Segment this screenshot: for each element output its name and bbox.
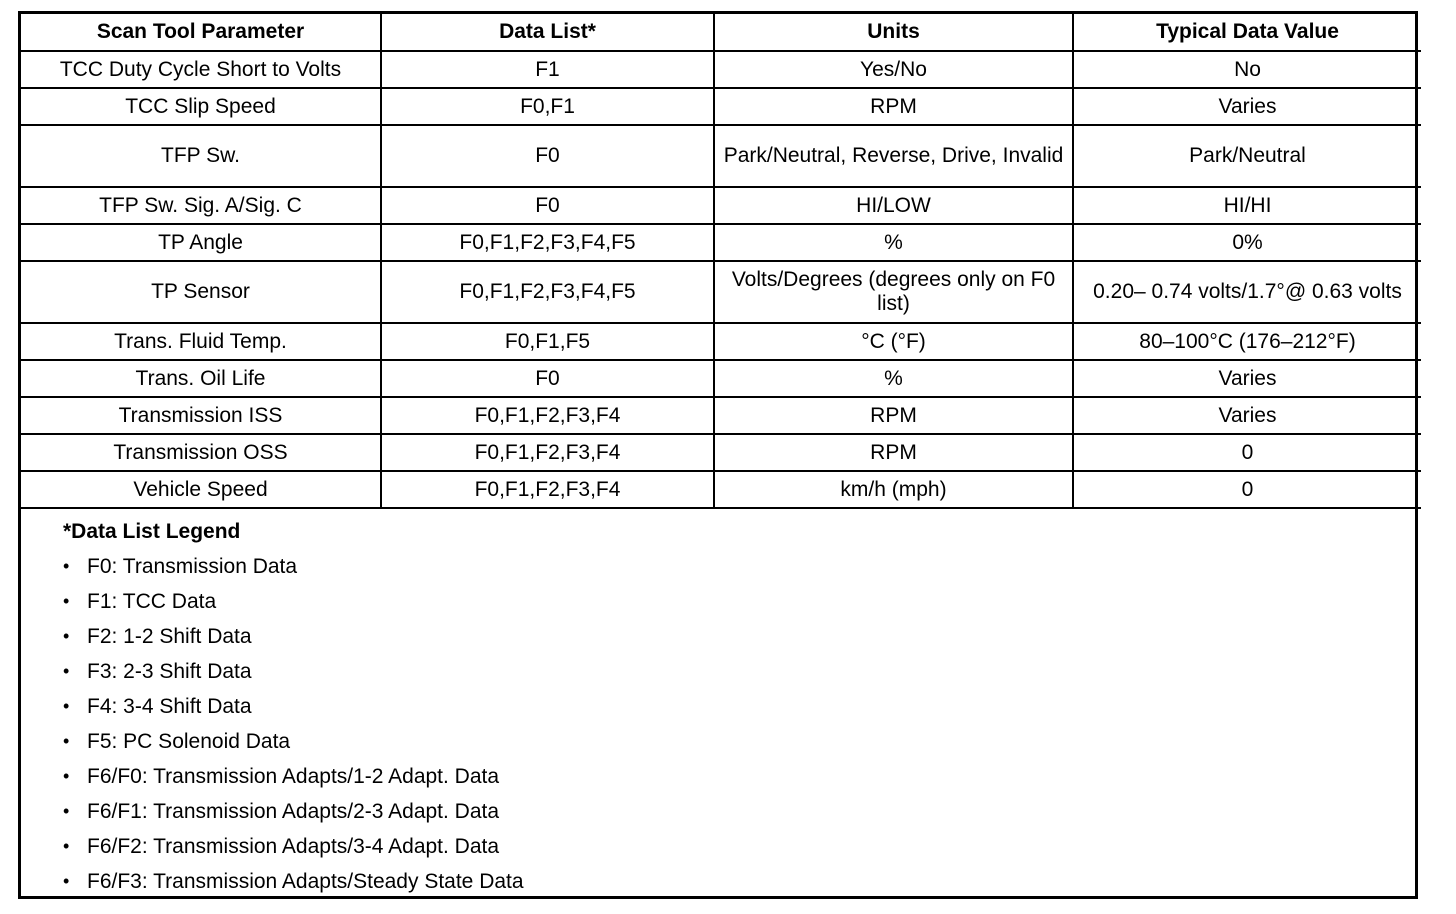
cell-parameter: Transmission ISS (21, 397, 381, 434)
cell-parameter: Vehicle Speed (21, 471, 381, 508)
bullet-icon: • (63, 626, 70, 646)
bullet-icon: • (63, 731, 70, 751)
cell-data-list: F0,F1,F5 (381, 323, 714, 360)
cell-parameter: TFP Sw. Sig. A/Sig. C (21, 187, 381, 224)
cell-typical-value: 0 (1073, 471, 1421, 508)
list-item (63, 619, 1415, 654)
table-row (21, 224, 1421, 261)
cell-units: HI/LOW (714, 187, 1073, 224)
list-item (63, 584, 1415, 619)
bullet-icon: • (63, 766, 70, 786)
legend-item-text: F3: 2-3 Shift Data (87, 660, 252, 683)
cell-typical-value: 0% (1073, 224, 1421, 261)
legend-item-text: F6/F3: Transmission Adapts/Steady State Data (87, 870, 524, 893)
cell-typical-value: 0.20– 0.74 volts/1.7°@ 0.63 volts (1073, 261, 1421, 323)
cell-data-list: F0,F1,F2,F3,F4,F5 (381, 261, 714, 323)
cell-units: Park/Neutral, Reverse, Drive, Invalid (714, 125, 1073, 187)
list-item (63, 829, 1415, 864)
cell-data-list: F0,F1,F2,F3,F4,F5 (381, 224, 714, 261)
cell-typical-value: 80–100°C (176–212°F) (1073, 323, 1421, 360)
header-scan-tool-parameter: Scan Tool Parameter (21, 14, 381, 51)
cell-units: RPM (714, 434, 1073, 471)
list-item (63, 654, 1415, 689)
cell-parameter: Transmission OSS (21, 434, 381, 471)
cell-typical-value: 0 (1073, 434, 1421, 471)
cell-parameter: Trans. Oil Life (21, 360, 381, 397)
legend-list (63, 549, 1415, 899)
table-header-row (21, 14, 1421, 51)
cell-data-list: F0 (381, 125, 714, 187)
legend-title: *Data List Legend (63, 520, 241, 543)
cell-parameter: Trans. Fluid Temp. (21, 323, 381, 360)
cell-data-list: F0 (381, 187, 714, 224)
legend-item-text: F6/F0: Transmission Adapts/1-2 Adapt. Data (87, 765, 500, 788)
cell-units: Yes/No (714, 51, 1073, 88)
table-row (21, 187, 1421, 224)
table-row (21, 323, 1421, 360)
list-item (63, 549, 1415, 584)
cell-units: RPM (714, 88, 1073, 125)
legend-item-text: F6/F1: Transmission Adapts/2-3 Adapt. Data (87, 800, 500, 823)
cell-units: km/h (mph) (714, 471, 1073, 508)
table-row (21, 471, 1421, 508)
cell-data-list: F1 (381, 51, 714, 88)
bullet-icon: • (63, 836, 70, 856)
header-typical-data-value: Typical Data Value (1073, 14, 1421, 51)
table-row (21, 434, 1421, 471)
cell-data-list: F0,F1,F2,F3,F4 (381, 434, 714, 471)
legend-item-text: F1: TCC Data (87, 590, 217, 613)
data-list-legend (21, 509, 1415, 899)
list-item (63, 689, 1415, 724)
bullet-icon: • (63, 556, 70, 576)
legend-item-text: F6/F2: Transmission Adapts/3-4 Adapt. Data (87, 835, 500, 858)
cell-units: % (714, 360, 1073, 397)
cell-parameter: TP Sensor (21, 261, 381, 323)
cell-parameter: TCC Slip Speed (21, 88, 381, 125)
cell-units: Volts/Degrees (degrees only on F0 list) (714, 261, 1073, 323)
cell-typical-value: HI/HI (1073, 187, 1421, 224)
scan-tool-parameter-table (21, 14, 1421, 509)
table-row (21, 261, 1421, 323)
table-row (21, 360, 1421, 397)
cell-data-list: F0,F1 (381, 88, 714, 125)
bullet-icon: • (63, 591, 70, 611)
list-item (63, 724, 1415, 759)
cell-data-list: F0 (381, 360, 714, 397)
legend-item-text: F2: 1-2 Shift Data (87, 625, 252, 648)
cell-units: °C (°F) (714, 323, 1073, 360)
cell-units: % (714, 224, 1073, 261)
bullet-icon: • (63, 801, 70, 821)
bullet-icon: • (63, 696, 70, 716)
list-item (63, 759, 1415, 794)
bullet-icon: • (63, 661, 70, 681)
table-row (21, 88, 1421, 125)
list-item (63, 794, 1415, 829)
cell-typical-value: Varies (1073, 397, 1421, 434)
cell-parameter: TCC Duty Cycle Short to Volts (21, 51, 381, 88)
list-item (63, 864, 1415, 899)
cell-data-list: F0,F1,F2,F3,F4 (381, 471, 714, 508)
table-row (21, 397, 1421, 434)
legend-item-text: F5: PC Solenoid Data (87, 730, 291, 753)
cell-parameter: TP Angle (21, 224, 381, 261)
cell-data-list: F0,F1,F2,F3,F4 (381, 397, 714, 434)
cell-units: RPM (714, 397, 1073, 434)
table-row (21, 51, 1421, 88)
cell-parameter: TFP Sw. (21, 125, 381, 187)
header-data-list: Data List* (381, 14, 714, 51)
scan-tool-data-sheet (18, 11, 1418, 899)
cell-typical-value: No (1073, 51, 1421, 88)
legend-item-text: F4: 3-4 Shift Data (87, 695, 252, 718)
cell-typical-value: Varies (1073, 88, 1421, 125)
table-row (21, 125, 1421, 187)
header-units: Units (714, 14, 1073, 51)
cell-typical-value: Park/Neutral (1073, 125, 1421, 187)
legend-item-text: F0: Transmission Data (87, 555, 298, 578)
cell-typical-value: Varies (1073, 360, 1421, 397)
bullet-icon: • (63, 871, 70, 891)
